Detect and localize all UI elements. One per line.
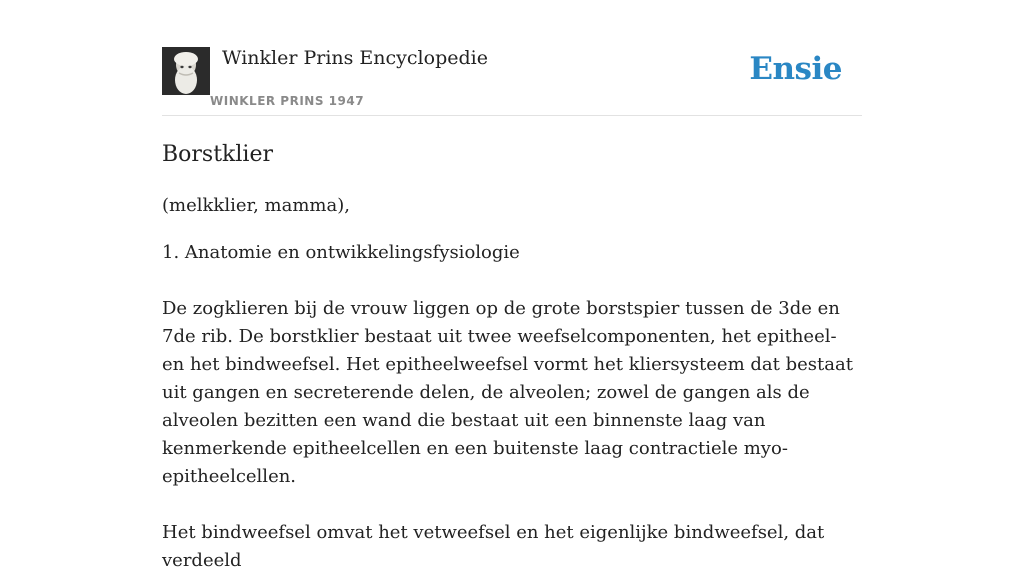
site-subtitle[interactable]: WINKLER PRINS 1947 <box>210 94 365 108</box>
article-paragraph: Het bindweefsel omvat het vetweefsel en het eigenlijke bindweefsel, dat verdeeld <box>162 522 825 571</box>
article-paragraph: De zogklieren bij de vrouw liggen op de grote borstspier tussen de 3de en 7de rib. De borstklier bestaat uit twee weefselcomponenten, het epitheel- en het bindweefsel. Het epitheelweefsel vormt het kliersysteem dat bestaat uit gangen en secreterende delen, de alveolen; zowel de gangen als de alveolen bezitten een wand die bestaat uit een binnenste laag van kenmerkende epitheelcellen en een buitenste laag contractiele myo-epitheelcellen. <box>162 298 853 487</box>
article <box>162 140 862 575</box>
author-portrait-icon <box>162 47 210 95</box>
author-avatar[interactable] <box>162 47 210 95</box>
header-divider <box>162 115 862 116</box>
section-heading: 1. Anatomie en ontwikkelingsfysiologie <box>162 242 520 263</box>
article-title: Borstklier <box>162 142 273 167</box>
site-title[interactable]: Winkler Prins Encyclopedie <box>222 47 488 69</box>
article-synonyms: (melkklier, mamma), <box>162 195 350 216</box>
brand-logo[interactable]: Ensie <box>749 51 842 87</box>
